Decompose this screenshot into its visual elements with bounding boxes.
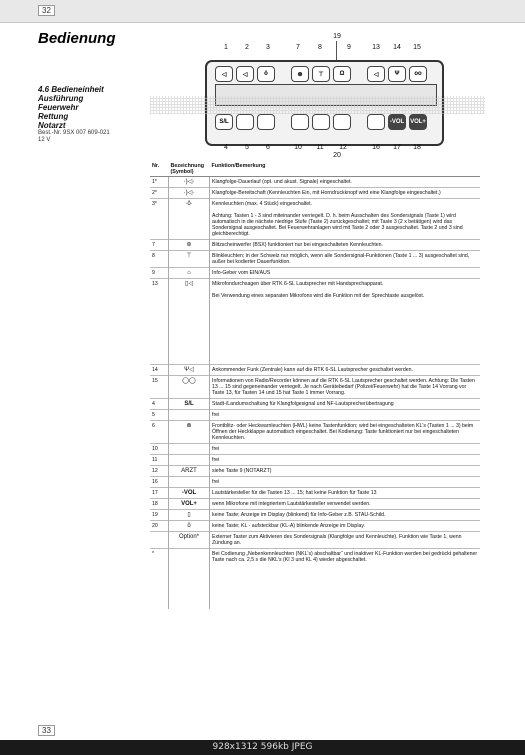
table-row [150, 549, 480, 609]
table-row [150, 188, 480, 199]
table-row [150, 199, 480, 240]
control-unit-diagram [205, 30, 440, 159]
row-symbol-icon: ▯◁ [169, 279, 210, 365]
page-title: Bedienung [38, 30, 116, 47]
callout-number: 2 [245, 44, 249, 51]
callout-number: 5 [245, 144, 249, 151]
function-table [150, 162, 480, 609]
table-row [150, 251, 480, 268]
row-description: Info-Geber vom EIN/AUS [210, 268, 481, 279]
row-description: keine Taste; Anzeige im Display (blinkend) für Info-Geber z.B. STAU-Schild. [210, 510, 481, 521]
button-3-icon: ǒ [257, 66, 275, 82]
button-9-icon: Ω [333, 66, 351, 82]
row-number [150, 532, 169, 549]
row-number: 2* [150, 188, 169, 199]
row-symbol-icon: ǒ [169, 521, 210, 532]
section-heading-line: Notarzt [38, 121, 66, 130]
row-number: 7 [150, 240, 169, 251]
button-11 [312, 114, 330, 130]
button-12 [333, 114, 351, 130]
row-description: Blitzscheinwerfer (BSX) funktioniert nur bei eingeschalteten Kennleuchten. [210, 240, 481, 251]
row-description: Kennleuchten (max. 4 Stück) eingeschaltet. Achtung: Tasten 1 - 3 sind miteinander verriegelt. D. h. beim Ausschalten des Sondersignals (Taste 1) wird automatisch in die nächste niedrige Stufe (Taste 2) zurückgeschaltet; mit Taste 3 (2 x betätigen) wird das Sondersignal ausgeschaltet. Bei Feuerwehranlagen wird mit Taste 2 oder 3 ausgeschaltet. Taste 2 und 3 sind gleichberechtigt. [210, 199, 481, 240]
button-1-icon: ◁ [215, 66, 233, 82]
header-symbol: Bezeichnung (Symbol) [169, 162, 210, 177]
callout-number: 4 [224, 144, 228, 151]
callout-number: 1 [224, 44, 228, 51]
row-number: 19 [150, 510, 169, 521]
row-symbol-icon: ·)◁· [169, 177, 210, 188]
row-symbol-icon: ARZT [169, 466, 210, 477]
bottom-button-row [215, 114, 435, 130]
table-row [150, 477, 480, 488]
table-row [150, 399, 480, 410]
row-number: 12 [150, 466, 169, 477]
image-viewer-status: 928x1312 596kb JPEG [0, 740, 525, 755]
button-17-label: -VOL [388, 114, 406, 130]
row-description: frei [210, 410, 481, 421]
callout-number: 10 [294, 144, 302, 151]
row-number: 8 [150, 251, 169, 268]
row-description: Frontblitz- oder Heckwarnleuchten (HWL) keine Tastenfunktion; wird bei eingeschalteten KL's (Tasten 1 ... 3) beim Öffnen der Heckklappe automatisch eingeschaltet. Bei Kodierung: Taste funktioniert nur bei eingeschalteten Kennleuchten. [210, 421, 481, 444]
row-number: 15 [150, 376, 169, 399]
table-row [150, 466, 480, 477]
section-heading-line: Feuerwehr [38, 103, 79, 112]
row-description: wenn Mikrofone mit integriertem Lautstärkesteller verwendet werden. [210, 499, 481, 510]
row-symbol-icon: ◯◯ [169, 376, 210, 399]
row-number: 17 [150, 488, 169, 499]
callout-number: 16 [372, 144, 380, 151]
row-description: siehe Taste 9 (NOTARZT) [210, 466, 481, 477]
row-description: Blinkleuchten; in der Schweiz nur möglich, wenn alle Sondersignal-Funktionen (Taste 1 ... 3) ausgeschaltet sind, außer bei kodierter Dauerfunktion. [210, 251, 481, 268]
row-description: Mikrofondurchsagen über RTK 6-SL Lautsprecher mit Handsprechapparat. Bei Verwendung eines separaten Mikrofons wird die Funktion mit der Sprechtaste ausgelöst. [210, 279, 481, 365]
callout-number: 9 [347, 44, 351, 51]
row-symbol-icon: -VOL [169, 488, 210, 499]
table-row [150, 510, 480, 521]
section-heading-line: Ausführung [38, 94, 84, 103]
callout-number: 20 [333, 152, 341, 159]
section-info [38, 85, 158, 144]
row-number: 16 [150, 477, 169, 488]
table-row [150, 410, 480, 421]
row-symbol-icon [169, 549, 210, 609]
button-6 [257, 114, 275, 130]
row-number: 4 [150, 399, 169, 410]
row-number: 1* [150, 177, 169, 188]
function-table-wrapper [150, 162, 480, 609]
row-number: 11 [150, 455, 169, 466]
table-row [150, 279, 480, 365]
callout-number: 7 [296, 44, 300, 51]
row-description: Externer Taster zum Aktivieren des Sondersignals (Klangfolge und Kennleuchte). Funktion wie Taste 1, wenn Zündung an. [210, 532, 481, 549]
top-button-row [215, 66, 435, 82]
row-symbol-icon [169, 455, 210, 466]
table-header-row [150, 162, 480, 177]
row-description: frei [210, 455, 481, 466]
row-description: Klangfolge-Dauerlauf (opt. und akust. Signale) eingeschaltet. [210, 177, 481, 188]
button-8-icon: ⊤ [312, 66, 330, 82]
button-5 [236, 114, 254, 130]
row-symbol-icon: ⋒ [169, 421, 210, 444]
table-row [150, 444, 480, 455]
row-description: Klangfolge-Bereitschaft (Kennleuchten Ein, mit Horndruckknopf wird eine Klangfolge eingeschaltet.) [210, 188, 481, 199]
button-18-label: VOL+ [409, 114, 427, 130]
section-heading-line: 4.6 Bedieneinheit [38, 85, 104, 94]
row-description: frei [210, 444, 481, 455]
page-number-top: 32 [38, 5, 55, 16]
header-no: Nr. [150, 162, 169, 177]
row-description: keine Taste; KL - aufsteckbar (KL-A) blinkende Anzeige im Display. [210, 521, 481, 532]
part-number: Best.-Nr. 9SX 007 609-021 [38, 130, 110, 136]
table-body [150, 177, 480, 609]
row-number: 3* [150, 199, 169, 240]
table-row [150, 240, 480, 251]
callout-number: 14 [393, 44, 401, 51]
row-description: Lautstärkesteller für die Tasten 13 ... 15; hat keine Funktion für Taste 13 [210, 488, 481, 499]
button-4-label: S/L [215, 114, 233, 130]
button-2-icon: ◁ [236, 66, 254, 82]
row-description: Bei Codierung „Nebenkennleuchten (NKL's) abschaltbar“ und inaktiver KL-Funktion werden bei gedrückt gehaltener Taste nach ca. 2,5 s die NKL's (KI 3 und KL 4) wieder abgeschaltet. [210, 549, 481, 609]
row-number: 10 [150, 444, 169, 455]
header-function: Funktion/Bemerkung [210, 162, 481, 177]
row-symbol-icon [169, 444, 210, 455]
page-number-bottom: 33 [38, 725, 55, 736]
table-row [150, 268, 480, 279]
row-description: Stadt-/Landumschaltung für Klangfolgesignal und NF-Lautsprecherübertragung [210, 399, 481, 410]
table-row [150, 177, 480, 188]
page-header-strip [0, 0, 525, 23]
row-number: 6 [150, 421, 169, 444]
table-row [150, 365, 480, 376]
row-symbol-icon: Option* [169, 532, 210, 549]
section-heading-line: Rettung [38, 112, 69, 121]
callout-number: 11 [316, 144, 324, 151]
table-row [150, 499, 480, 510]
row-number: 20 [150, 521, 169, 532]
voltage: 12 V [38, 137, 51, 143]
table-row [150, 488, 480, 499]
row-symbol-icon: S/L [169, 399, 210, 410]
button-14-icon: Ψ [388, 66, 406, 82]
row-symbol-icon: VOL+ [169, 499, 210, 510]
button-7-icon: ⊛ [291, 66, 309, 82]
callout-number: 13 [372, 44, 380, 51]
row-number: 14 [150, 365, 169, 376]
row-description: Informationen von Radio/Recorder können auf die RTK 6-SL Lautsprecher geschaltet werden. Achtung: Die Tasten 13 ... 15 sind gegeneinander verriegelt. Je nach Gerätebedarf (Polizei/Feuerwehr) hat die Taste 14 Vorrang vor Taste 13, für Tasten 14 und 15 hat Taste 1 immer Vorrang. [210, 376, 481, 399]
row-description: frei [210, 477, 481, 488]
callout-number: 19 [333, 33, 341, 40]
row-symbol-icon: Ψ◁ [169, 365, 210, 376]
callout-number: 8 [318, 44, 322, 51]
row-symbol-icon [169, 410, 210, 421]
button-10 [291, 114, 309, 130]
dotted-separator [150, 96, 485, 114]
row-symbol-icon [169, 477, 210, 488]
button-16 [367, 114, 385, 130]
row-symbol-icon: ⊛ [169, 240, 210, 251]
button-13-icon: ◁ [367, 66, 385, 82]
row-symbol-icon: ·)◁· [169, 188, 210, 199]
callout-number: 17 [393, 144, 401, 151]
callout-number: 12 [339, 144, 347, 151]
table-row [150, 532, 480, 549]
button-15-icon: oo [409, 66, 427, 82]
row-number: 13 [150, 279, 169, 365]
table-row [150, 376, 480, 399]
callout-number: 3 [266, 44, 270, 51]
row-symbol-icon: ·ǒ· [169, 199, 210, 240]
table-row [150, 521, 480, 532]
row-number: * [150, 549, 169, 609]
row-number: 5 [150, 410, 169, 421]
row-description: Ankommender Funk (Zentrale) kann auf die RTK 6-SL Lautsprecher geschaltet werden. [210, 365, 481, 376]
callout-number: 15 [413, 44, 421, 51]
table-row [150, 455, 480, 466]
row-number: 9 [150, 268, 169, 279]
callout-number: 18 [413, 144, 421, 151]
table-row [150, 421, 480, 444]
row-symbol-icon: ▯ [169, 510, 210, 521]
row-number: 18 [150, 499, 169, 510]
row-symbol-icon: ⊤ [169, 251, 210, 268]
row-symbol-icon: ⌂ [169, 268, 210, 279]
callout-number: 6 [266, 144, 270, 151]
